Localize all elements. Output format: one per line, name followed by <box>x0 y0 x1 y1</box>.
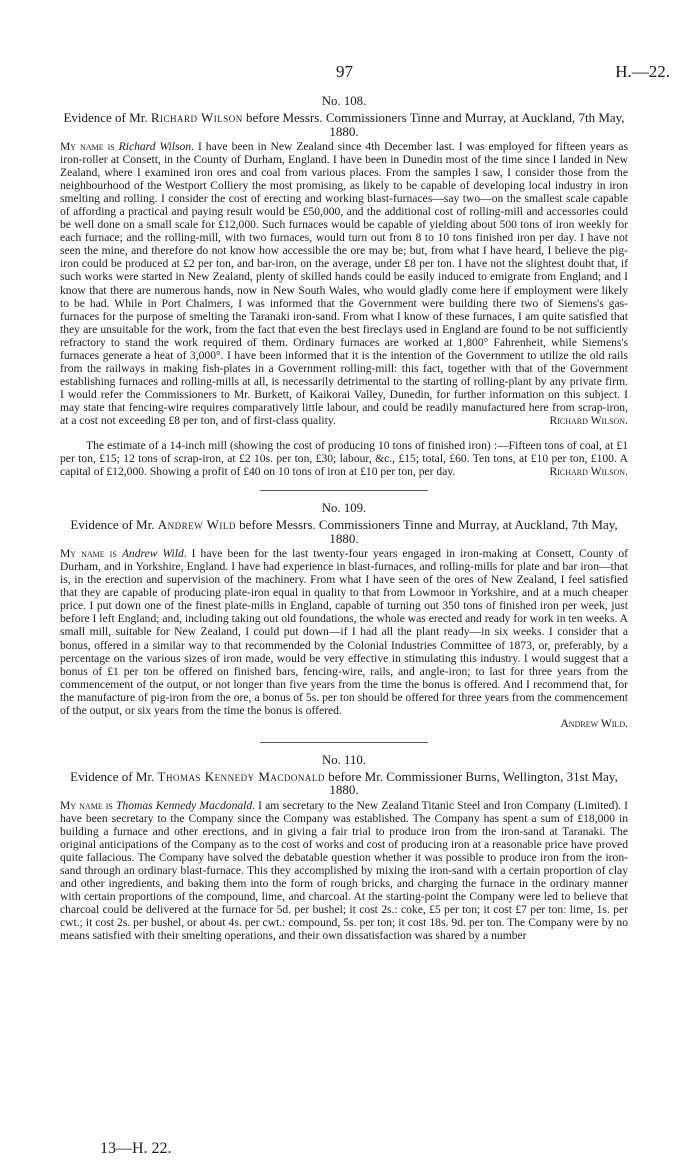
signature: Richard Wilson. <box>549 413 628 427</box>
evidence-heading: Evidence of Mr. Richard Wilson before Messrs. Commissioners Tinne and Murray, at Auckland, 7th May, 1880. <box>63 110 625 139</box>
evidence-entry-110 <box>60 753 628 943</box>
mill-estimate-paragraph: The estimate of a 14-inch mill (showing the cost of producing 10 tons of finished iron) :—Fifteen tons of coal, at £1 per ton, £15; 12 tons of scrap-iron, at £2 10s. per ton, £30; labour, &c., £15; total, £60. Ten tons, at £10 per ton, £100. A capital of £12,000. Showing a profit of £40 on 10 tons of iron at £10 per ton, per day. Richard Wilson. <box>60 439 628 479</box>
evidence-entry-109 <box>60 501 628 743</box>
signature: Richard Wilson. <box>549 465 628 479</box>
evidence-entry-108 <box>60 94 628 491</box>
document-body <box>60 94 628 942</box>
page-number: 97 <box>336 62 353 81</box>
witness-name: Andrew Wild <box>157 517 236 533</box>
section-divider <box>260 742 428 743</box>
testimony-paragraph: My name is Richard Wilson. I have been in New Zealand since 4th December last. I was employed for fifteen years as iron-roller at Consett, in the County of Durham, England. I have been in Dunedin most of the time since I landed in New Zealand, where I examined iron ores and coal from various places. From the samples I saw, I consider those from the neighbourhood of the Westport Colliery the most promising, as likely to be capable of developing local industry in iron smelting and rolling. I consider the cost of erecting and working blast-furnaces—say two—on the smallest scale capable of affording a practical and paying result would be £50,000, and the additional cost of rolling-mill and accessories could be well done on a small scale for £12,000. Such furnaces would be capable of yielding about 500 tons of iron weekly for each furnace; and the rolling-mill, with two furnaces, would turn out from 8 to 10 tons finished iron per day. I have not seen the mine, and therefore do not know how accessible the ore may be; but, from what I have heard, I believe the pig-iron could be produced at £2 per ton, and bar-iron, on the average, under £8 per ton. I have not the slightest doubt that, if such works were started in New Zealand, plenty of skilled hands could be easily induced to emigrate from England; and I know that there are numerous hands, now in New South Wales, who would gladly come here if employment were likely to be had. While in Port Chalmers, I was informed that the Government were building there two of Siemens's gas-furnaces for the purpose of smelting the Taranaki iron-sand. From what I know of these furnaces, I am quite satisfied that they are unsuitable for the work, from the fact that even the best fireclays used in England are found to be not sufficiently refractory to stand the work required of them. Ordinary furnaces are worked at 1,800° Fahrenheit, while Siemens's furnaces generate a heat of 3,000°. I have been informed that it is the intention of the Government to utilize the old rails from the railways in making fish-plates in a Government rolling-mill: this fact, together with that of the Government establishing furnaces and rolling-mills at all, is necessarily detrimental to the starting of rolling-plant by any private firm. I would refer the Commissioners to Mr. Burkett, of Kaikorai Valley, Dunedin, for further information on this subject. I may state that fencing-wire requires comparatively little labour, and could be readily manufactured here from scrap-iron, at a cost not exceeding £8 per ton, and of first-class quality. Richard Wilson. <box>60 140 628 427</box>
evidence-heading: Evidence of Mr. Thomas Kennedy Macdonald before Mr. Commissioner Burns, Wellington, 31st May, 1880. <box>70 768 618 798</box>
entry-number: No. 109. <box>321 501 367 516</box>
entry-number: No. 108. <box>321 94 367 108</box>
section-divider <box>260 490 428 491</box>
witness-name: Thomas Kennedy Macdonald <box>157 768 325 784</box>
testimony-paragraph: My name is Thomas Kennedy Macdonald. I am secretary to the New Zealand Titanic Steel and Iron Company (Limited). I have been secretary to the Company since the Company was established. The Company has spent a sum of £18,000 in building a furnace and other erections, and in giving a fair trial to produce iron from the iron-sand at Taranaki. The original anticipations of the Company as to the cost of works and cost of producing iron at a reasonable price have proved quite fallacious. The Company have solved the debatable question whether it was possible to produce iron from the iron-sand through an ordinary blast-furnace. This they accomplished by mixing the iron-sand with a certain proportion of clay and other ingredients, and baking them into the form of rough bricks, and charging the furnace in the ordinary manner with certain proportions of the compound, lime, and charcoal. At the starting-point the Company were led to believe that charcoal could be delivered at the furnace for 5d. per bushel; it cost 2s.: coke, £5 per ton; it cost £7 per ton: lime, 1s. per cwt.; it cost 2s. per bushel, or about 4s. per cwt.: compound, 5s. per ton; it cost 18s. 9d. per ton. The Company were by no means satisfied with their smelting operations, and their own dissatisfaction was shared by a number <box>60 798 629 943</box>
signature-mark: 13—H. 22. <box>100 1140 172 1157</box>
entry-number: No. 110. <box>322 752 366 767</box>
witness-name: Richard Wilson <box>150 110 243 125</box>
page-header <box>0 62 700 84</box>
paper-reference: H.—22. <box>615 62 670 81</box>
evidence-heading: Evidence of Mr. Andrew Wild before Messrs. Commissioners Tinne and Murray, at Auckland, 7th May, 1880. <box>70 517 618 546</box>
testimony-paragraph: My name is Andrew Wild. I have been for the last twenty-four years engaged in iron-making at Consett, County of Durham, and in Yorkshire, England. I have had experience in blast-furnaces, and rolling-mills for plate and bar iron—that is, in the erection and supervision of the machinery. From what I have seen of the ores of New Zealand, I feel satisfied that they are capable of producing plate-iron equal in quality to that from Lowmoor in Yorkshire, and at a much cheaper price. I put down one of the finest plate-mills in England, capable of turning out 350 tons of finished iron per week, just before I left England; and, including taking out old foundations, the whole was erected and ready for work in ten weeks. A small mill, suitable for New Zealand, I could put down—if I had all the plant ready—in six weeks. I consider that a bonus, offered in a similar way to that recommended by the Colonial Industries Committee of 1873, or, preferably, by a percentage on the various sizes of iron made, would be very effective in stimulating this industry. I would suggest that a bonus of £1 per ton be offered on finished bars, fencing-wire, rails, and angle-iron; to last for three years from the commencement of the output, or not longer than five years from the time the bonus is offered. And I recommend that, for the manufacture of pig-iron from the ore, a bonus of 5s. per ton should be offered for three years from the commencement of the output, or six years from the time the bonus is offered. <box>60 547 629 717</box>
signature: Andrew Wild. <box>560 716 628 730</box>
